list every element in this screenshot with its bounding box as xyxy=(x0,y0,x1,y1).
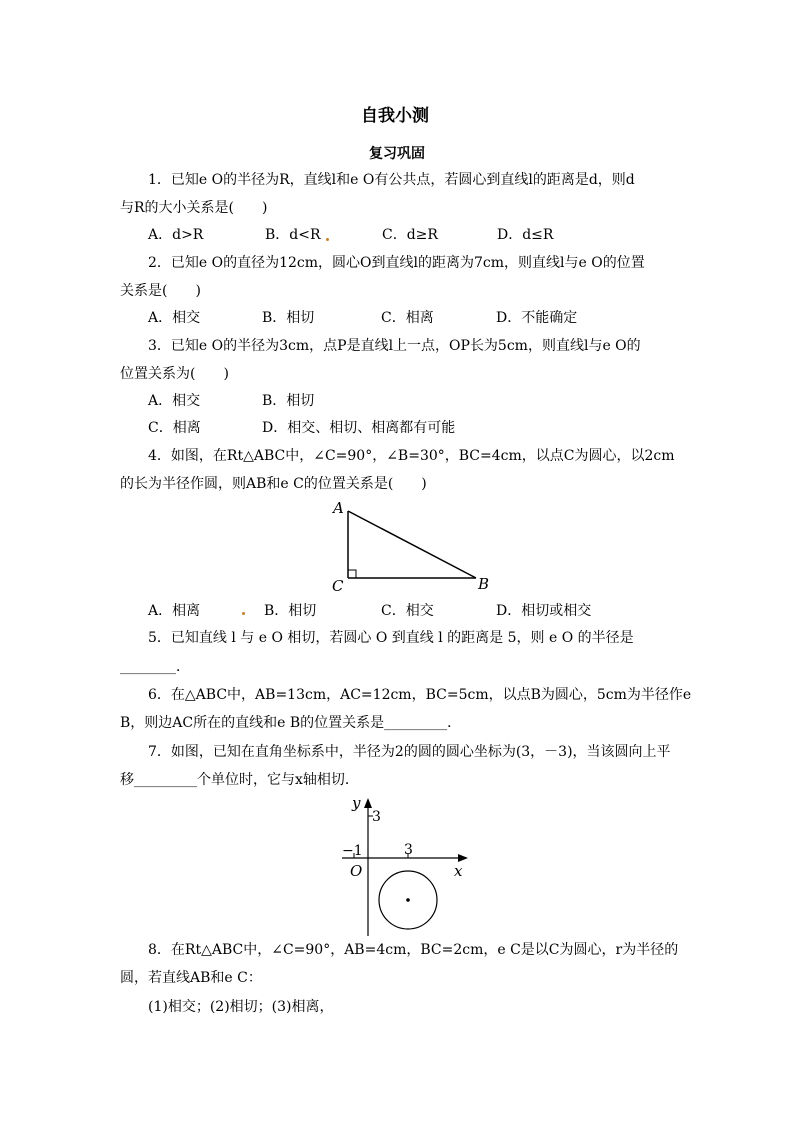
q3-option-a: A．相交 xyxy=(148,393,201,409)
q3-option-d: D．相交、相切、相离都有可能 xyxy=(262,420,456,436)
q2-option-c: C．相离 xyxy=(381,310,434,326)
y-axis-label: y xyxy=(352,794,361,812)
q1-option-c: C．d≥R xyxy=(382,227,438,243)
q1-option-d: D．d≤R xyxy=(497,227,554,243)
q7-stem-line1: 7．如图，已知在直角坐标系中，半径为2的圆的圆心坐标为(3，－3)，当该圆向上平 xyxy=(148,744,671,760)
q8-stem-line2: 圆，若直线AB和e C： xyxy=(120,970,262,986)
stray-mark xyxy=(326,238,329,241)
q4-stem-line2: 的长为半径作圆，则AB和e C的位置关系是( ) xyxy=(120,476,427,492)
q6-stem-line1: 6．在△ABC中，AB=13cm，AC=12cm，BC=5cm，以点B为圆心，5cm为半径作e xyxy=(148,687,692,703)
origin-label: O xyxy=(350,862,363,880)
page-title: 自我小测 xyxy=(361,106,429,126)
q1-option-a: A．d>R xyxy=(148,227,204,243)
q8-stem-line3: (1)相交；(2)相切；(3)相离， xyxy=(148,999,334,1015)
q3-stem-line1: 3．已知e O的半径为3cm，点P是直线l上一点，OP长为5cm，则直线l与e O的 xyxy=(148,338,641,354)
q1-stem-line2: 与R的大小关系是( ) xyxy=(120,200,268,216)
q5-stem-line2: ________． xyxy=(120,659,190,675)
x-tick-3-label: 3 xyxy=(404,842,413,858)
vertex-c-label: C xyxy=(332,577,344,595)
q2-option-a: A．相交 xyxy=(148,310,201,326)
section-title: 复习巩固 xyxy=(369,146,425,162)
coordinate-figure xyxy=(330,790,480,940)
x-tick-m1-label: −1 xyxy=(342,843,363,859)
q2-stem-line2: 关系是( ) xyxy=(120,283,201,299)
y-tick-3-label: 3 xyxy=(372,809,381,825)
q1-option-b: B．d<R xyxy=(265,227,321,243)
side-ab xyxy=(348,511,476,578)
y-axis-arrow xyxy=(364,798,372,808)
right-angle-mark xyxy=(348,570,356,578)
q4-option-d: D．相切或相交 xyxy=(496,603,592,619)
triangle-figure xyxy=(320,495,500,595)
x-axis-label: x xyxy=(454,862,463,880)
stray-mark xyxy=(242,612,245,615)
q5-stem-line1: 5．已知直线 l 与 e O 相切，若圆心 O 到直线 l 的距离是 5，则 e O 的半径是 xyxy=(148,630,634,646)
q2-option-b: B．相切 xyxy=(262,310,315,326)
q4-stem-line1: 4．如图，在Rt△ABC中，∠C=90°，∠B=30°，BC=4cm，以点C为圆心，以2cm xyxy=(148,448,675,464)
q8-stem-line1: 8．在Rt△ABC中，∠C=90°，AB=4cm，BC=2cm，e C是以C为圆心，r为半径的 xyxy=(148,942,679,958)
x-axis-arrow xyxy=(458,854,468,862)
q2-stem-line1: 2．已知e O的直径为12cm，圆心O到直线l的距离为7cm，则直线l与e O的位置 xyxy=(148,255,645,271)
q4-option-a: A．相离 xyxy=(148,603,201,619)
q4-option-c: C．相交 xyxy=(381,603,434,619)
q1-stem-line1: 1．已知e O的半径为R，直线l和e O有公共点，若圆心到直线l的距离是d，则d xyxy=(148,172,635,188)
q3-option-b: B．相切 xyxy=(262,393,315,409)
q7-stem-line2: 移_________个单位时，它与x轴相切． xyxy=(120,772,359,788)
q3-option-c: C．相离 xyxy=(148,420,201,436)
vertex-b-label: B xyxy=(478,575,490,593)
q4-option-b: B．相切 xyxy=(264,603,317,619)
vertex-a-label: A xyxy=(333,499,344,517)
q6-stem-line2: B，则边AC所在的直线和e B的位置关系是_________． xyxy=(120,715,462,731)
circle-center xyxy=(406,898,410,902)
q3-stem-line2: 位置关系为( ) xyxy=(120,366,229,382)
q2-option-d: D．不能确定 xyxy=(496,310,578,326)
